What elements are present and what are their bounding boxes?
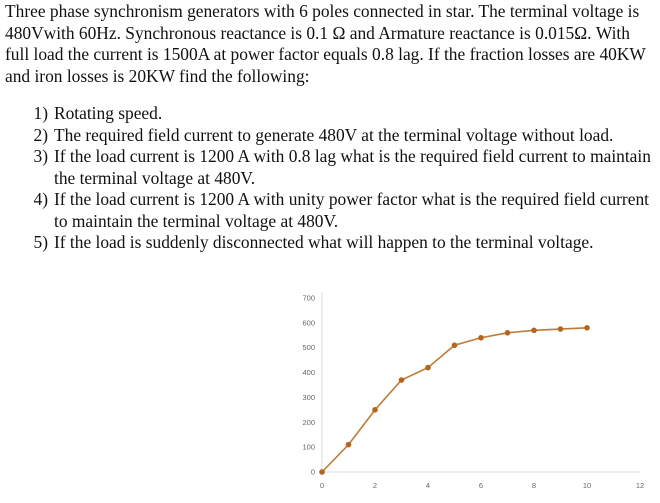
y-tick-label: 0: [310, 467, 315, 477]
y-tick-label: 300: [302, 392, 315, 402]
problem-intro: Three phase synchronism generators with 6 poles connected in star. The terminal voltage is 480Vwith 60Hz. Synchronous reactance is 0.1 Ω and Armature reactance is 0.015Ω. With full load the current is 1500A at power factor equals 0.8 lag. If the fraction losses are 40KW and iron losses is 20KW find the following:: [5, 1, 646, 86]
y-tick-label: 600: [302, 318, 315, 328]
question-text: The required field current to generate 480V at the terminal voltage without load.: [54, 124, 614, 145]
question-list: [5, 103, 655, 254]
data-point: [425, 365, 431, 371]
data-point: [531, 328, 537, 334]
x-tick-label: 4: [425, 481, 431, 490]
question-text: If the load current is 1200 A with 0.8 lag what is the required field current to maintain the terminal voltage at 480V.: [54, 146, 651, 188]
question-text: If the load current is 1200 A with unity power factor what is the required field current to maintain the terminal voltage at 480V.: [54, 189, 649, 231]
data-point: [319, 469, 325, 475]
question-item: [5, 189, 655, 232]
x-tick-label: 2: [372, 481, 378, 490]
data-point: [452, 342, 458, 348]
y-tick-label: 200: [302, 417, 315, 427]
y-tick-label: 700: [302, 293, 315, 303]
x-tick-label: 0: [319, 481, 325, 490]
question-number: 2): [33, 124, 48, 145]
data-point: [478, 335, 484, 341]
question-item: [5, 232, 655, 254]
x-tick-label: 10: [582, 481, 592, 490]
data-point: [346, 442, 352, 448]
question-item: [5, 146, 655, 189]
y-tick-label: 500: [302, 343, 315, 353]
y-tick-label: 400: [302, 368, 315, 378]
data-point: [399, 377, 405, 383]
question-item: [5, 103, 655, 125]
question-number: 5): [33, 232, 48, 252]
data-point: [372, 407, 378, 413]
question-number: 3): [33, 146, 48, 166]
y-tick-label: 100: [302, 442, 315, 452]
data-point: [584, 325, 590, 331]
x-tick-label: 6: [478, 481, 484, 490]
x-tick-label: 8: [531, 481, 537, 490]
series-line: [322, 328, 587, 472]
question-text: Rotating speed.: [54, 103, 163, 123]
data-point: [558, 326, 564, 332]
question-item: [5, 125, 655, 147]
data-point: [505, 330, 511, 336]
question-number: 4): [33, 189, 48, 209]
x-tick-label: 12: [635, 481, 645, 490]
question-number: 1): [33, 103, 48, 123]
problem-statement: [5, 1, 655, 254]
question-text: If the load is suddenly disconnected what will happen to the terminal voltage.: [54, 232, 594, 252]
